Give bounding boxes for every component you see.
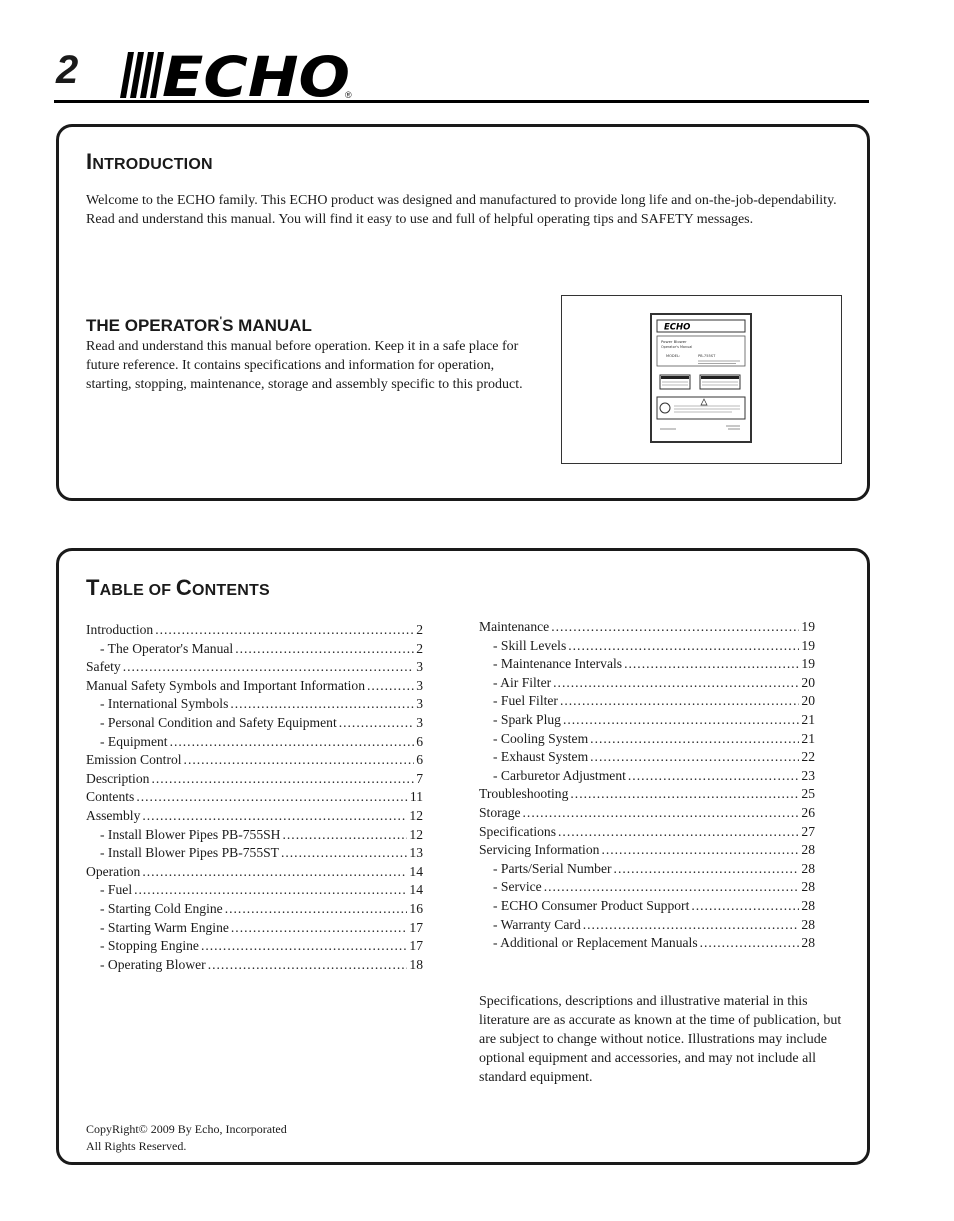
operators-manual-heading: THE OPERATOR'S MANUAL: [86, 315, 312, 335]
toc-entry-page: 20: [801, 693, 815, 709]
toc-leader-dots: [544, 878, 800, 897]
toc-entry-page: 28: [801, 916, 815, 932]
toc-entry[interactable]: [479, 897, 815, 916]
toc-entry[interactable]: [86, 863, 423, 882]
toc-entry-label: Specifications: [479, 823, 557, 839]
toc-entry-label: - Cooling System: [493, 730, 589, 746]
disclaimer-text: Specifications, descriptions and illustrative material in this literature are as accurate as known at the time of publication, but are subject to change without notice. Illustrations may include optional equipment and accessories, and may not include all standard equipment.: [479, 994, 842, 1085]
toc-entry[interactable]: [86, 677, 423, 696]
toc-entry-label: - Equipment: [100, 733, 168, 749]
toc-entry-page: 7: [416, 770, 423, 786]
toc-entry[interactable]: [86, 714, 423, 733]
toc-leader-dots: [184, 751, 415, 770]
toc-entry-page: 18: [409, 956, 423, 972]
toc-entry-label: Description: [86, 770, 150, 786]
toc-entry-label: - Warranty Card: [493, 916, 581, 932]
toc-leader-dots: [283, 826, 408, 845]
toc-entry[interactable]: [86, 658, 423, 677]
toc-entry[interactable]: [86, 900, 423, 919]
toc-entry[interactable]: [479, 711, 815, 730]
toc-leader-dots: [142, 807, 407, 826]
toc-entry[interactable]: [479, 637, 815, 656]
toc-entry[interactable]: [479, 618, 815, 637]
echo-logo: [116, 48, 356, 100]
toc-entry[interactable]: [479, 692, 815, 711]
toc-leader-dots: [691, 897, 799, 916]
toc-entry-page: 21: [801, 730, 815, 746]
toc-leader-dots: [208, 956, 408, 975]
toc-entry-label: Introduction: [86, 622, 154, 637]
copyright: [86, 1121, 287, 1155]
toc-entry-page: 25: [801, 786, 815, 802]
toc-entry-label: - Fuel Filter: [493, 693, 558, 709]
toc-entry-page: 28: [801, 879, 815, 895]
rights-line: All Rights Reserved.: [86, 1139, 187, 1153]
toc-entry-page: 6: [416, 752, 423, 768]
toc-entry-label: Manual Safety Symbols and Important Information: [86, 677, 365, 693]
introduction-text: Welcome to the ECHO family. This ECHO product was designed and manufactured to provide long life and on-the-job-dependability. Read and understand this manual. You will find it easy to use and full of helpful operating tips and SAFETY messages.: [86, 193, 837, 227]
toc-leader-dots: [155, 621, 414, 640]
toc-leader-dots: [136, 788, 408, 807]
toc-entry-label: - Maintenance Intervals: [493, 656, 623, 672]
toc-entry-page: 22: [801, 749, 815, 765]
toc-entry[interactable]: [86, 695, 423, 714]
toc-entry-page: 14: [409, 863, 423, 879]
toc-leader-dots: [170, 733, 415, 752]
toc-leader-dots: [201, 937, 407, 956]
toc-entry-page: 3: [416, 714, 423, 730]
toc-entry-page: 16: [409, 900, 423, 916]
toc-entry[interactable]: [86, 937, 423, 956]
toc-entry-label: - Additional or Replacement Manuals: [493, 935, 698, 951]
page-number: 2: [56, 48, 79, 92]
toc-leader-dots: [230, 695, 414, 714]
operators-manual-text: Read and understand this manual before operation. Keep it in a safe place for future reference. It contains specifications and information for operation, starting, stopping, maintenance, storage and assembly specific to this product.: [86, 339, 523, 392]
toc-entry[interactable]: [86, 919, 423, 938]
toc-entry-label: - Personal Condition and Safety Equipment: [100, 714, 337, 730]
toc-entry-label: Storage: [479, 804, 521, 820]
toc-entry-page: 26: [801, 804, 815, 820]
toc-leader-dots: [231, 919, 408, 938]
toc-entry[interactable]: [86, 956, 423, 975]
svg-text:MODEL:: MODEL:: [666, 354, 681, 358]
copyright-line: CopyRight© 2009 By Echo, Incorporated: [86, 1122, 287, 1136]
toc-entry[interactable]: [479, 655, 815, 674]
toc-entry-label: - Stopping Engine: [100, 938, 199, 954]
toc-leader-dots: [583, 916, 800, 935]
toc-entry-page: 12: [409, 807, 423, 823]
toc-left-column: [86, 621, 423, 974]
toc-right-column: [479, 618, 815, 953]
logo-text: ECHO: [162, 48, 350, 100]
toc-entry-label: - Skill Levels: [493, 637, 567, 653]
toc-leader-dots: [601, 841, 799, 860]
table-of-contents-panel: [56, 548, 870, 1165]
toc-entry-label: - Service: [493, 879, 542, 895]
toc-leader-dots: [700, 934, 800, 953]
toc-leader-dots: [628, 767, 800, 786]
toc-entry[interactable]: [86, 826, 423, 845]
toc-entry-label: Emission Control: [86, 752, 182, 768]
toc-entry-page: 19: [801, 619, 815, 634]
toc-entry-page: 12: [409, 826, 423, 842]
toc-entry[interactable]: [86, 770, 423, 789]
toc-entry-page: 3: [416, 696, 423, 712]
toc-leader-dots: [151, 770, 414, 789]
toc-entry[interactable]: [86, 640, 423, 659]
toc-entry-page: 19: [801, 637, 815, 653]
toc-entry-label: Servicing Information: [479, 842, 600, 858]
manual-cover-image: [561, 295, 842, 464]
toc-entry[interactable]: [479, 878, 815, 897]
toc-entry[interactable]: [86, 788, 423, 807]
toc-entry-label: - Operating Blower: [100, 956, 206, 972]
toc-leader-dots: [624, 655, 799, 674]
toc-entry-page: 17: [409, 938, 423, 954]
toc-entry[interactable]: [86, 807, 423, 826]
toc-entry-label: - Exhaust System: [493, 749, 589, 765]
toc-entry[interactable]: [86, 844, 423, 863]
toc-leader-dots: [614, 860, 800, 879]
toc-entry-label: Contents: [86, 789, 135, 805]
toc-entry[interactable]: [86, 751, 423, 770]
toc-entry[interactable]: [479, 841, 815, 860]
toc-leader-dots: [523, 804, 800, 823]
toc-entry-page: 28: [801, 842, 815, 858]
toc-entry-page: 27: [801, 823, 815, 839]
toc-leader-dots: [590, 730, 799, 749]
toc-leader-dots: [570, 785, 799, 804]
toc-entry-label: Assembly: [86, 807, 141, 823]
toc-heading: TABLE OF CONTENTS: [86, 575, 270, 600]
toc-leader-dots: [590, 748, 799, 767]
toc-entry-page: 11: [409, 789, 423, 805]
toc-leader-dots: [553, 674, 799, 693]
toc-entry[interactable]: [479, 823, 815, 842]
toc-entry-label: Operation: [86, 863, 141, 879]
toc-entry[interactable]: [86, 733, 423, 752]
toc-entry-page: 17: [409, 919, 423, 935]
toc-entry-page: 13: [409, 845, 423, 861]
toc-entry-page: 28: [801, 860, 815, 876]
toc-leader-dots: [560, 692, 799, 711]
manual-cover-thumbnail: [650, 313, 752, 443]
toc-entry-label: - Parts/Serial Number: [493, 860, 612, 876]
toc-entry[interactable]: [479, 916, 815, 935]
mini-logo-text: ECHO: [664, 322, 691, 333]
toc-entry[interactable]: [86, 621, 423, 640]
toc-entry-label: - Spark Plug: [493, 711, 561, 727]
svg-text:Power Blower: Power Blower: [661, 339, 687, 344]
header-rule: [54, 100, 869, 103]
toc-entry-label: - International Symbols: [100, 696, 229, 712]
toc-entry-label: - The Operator's Manual: [100, 640, 234, 656]
toc-entry-label: - Carburetor Adjustment: [493, 767, 626, 783]
toc-entry-label: - Air Filter: [493, 674, 552, 690]
toc-entry-page: 28: [801, 935, 815, 951]
toc-leader-dots: [367, 677, 414, 696]
toc-entry[interactable]: [479, 804, 815, 823]
toc-entry-page: 3: [416, 677, 423, 693]
toc-entry[interactable]: [479, 934, 815, 953]
toc-leader-dots: [551, 618, 799, 637]
toc-entry-page: 19: [801, 656, 815, 672]
toc-entry[interactable]: [479, 767, 815, 786]
toc-entry[interactable]: [86, 881, 423, 900]
toc-entry-label: - Install Blower Pipes PB-755SH: [100, 826, 281, 842]
svg-text:Operator's Manual: Operator's Manual: [661, 345, 693, 349]
toc-entry[interactable]: [479, 748, 815, 767]
toc-leader-dots: [235, 640, 414, 659]
introduction-panel: [56, 124, 870, 501]
toc-entry-page: 14: [409, 882, 423, 898]
toc-entry-page: 21: [801, 711, 815, 727]
toc-entry-label: - Starting Warm Engine: [100, 919, 229, 935]
toc-leader-dots: [134, 881, 407, 900]
toc-entry-page: 6: [416, 733, 423, 749]
toc-leader-dots: [558, 823, 799, 842]
introduction-heading: INTRODUCTION: [86, 149, 213, 174]
svg-text:PB-755ST: PB-755ST: [698, 354, 716, 358]
toc-entry-page: 2: [416, 640, 423, 656]
toc-entry-page: 2: [416, 622, 423, 637]
toc-leader-dots: [225, 900, 408, 919]
toc-entry-label: - Fuel: [100, 882, 133, 898]
toc-entry[interactable]: [479, 785, 815, 804]
toc-entry-label: Safety: [86, 659, 121, 675]
toc-entry-page: 20: [801, 674, 815, 690]
toc-entry-page: 23: [801, 767, 815, 783]
toc-leader-dots: [281, 844, 407, 863]
toc-entry[interactable]: [479, 860, 815, 879]
registered-mark: ®: [345, 90, 352, 100]
toc-entry-page: 3: [416, 659, 423, 675]
toc-leader-dots: [339, 714, 414, 733]
toc-entry-page: 28: [801, 897, 815, 913]
toc-leader-dots: [142, 863, 407, 882]
toc-entry-label: - ECHO Consumer Product Support: [493, 897, 690, 913]
toc-leader-dots: [563, 711, 799, 730]
toc-entry-label: Maintenance: [479, 619, 550, 634]
toc-entry[interactable]: [479, 730, 815, 749]
toc-entry-label: Troubleshooting: [479, 786, 569, 802]
toc-leader-dots: [123, 658, 414, 677]
toc-leader-dots: [568, 637, 799, 656]
toc-entry-label: - Install Blower Pipes PB-755ST: [100, 845, 279, 861]
toc-entry-label: - Starting Cold Engine: [100, 900, 223, 916]
toc-entry[interactable]: [479, 674, 815, 693]
